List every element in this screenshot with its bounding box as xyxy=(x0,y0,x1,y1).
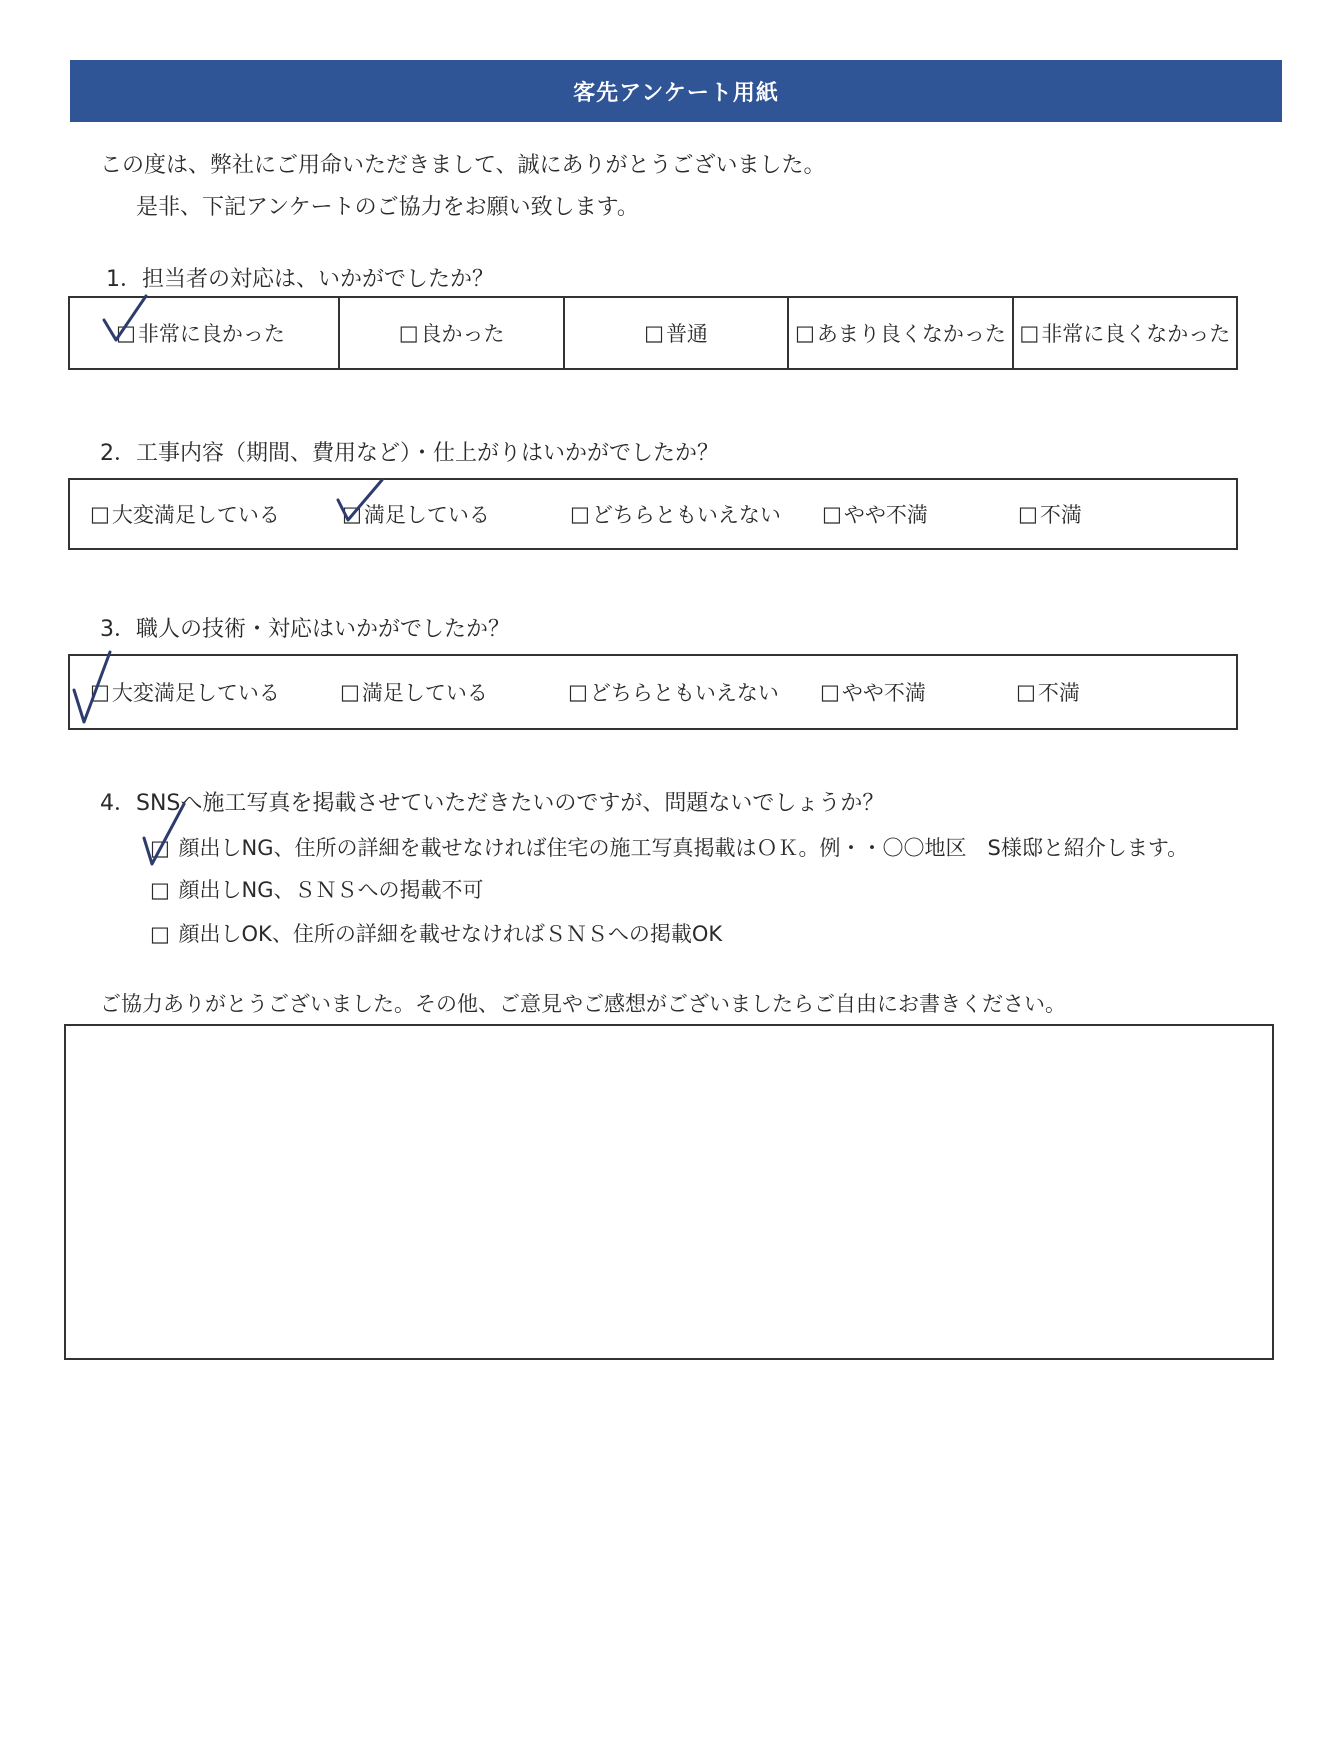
checkbox[interactable]: □ xyxy=(1018,502,1038,526)
q3-option-2[interactable] xyxy=(340,656,488,728)
checkbox[interactable]: □ xyxy=(116,321,136,345)
q3-option-1[interactable] xyxy=(90,656,280,728)
form-title: 客先アンケート用紙 xyxy=(573,80,779,106)
q3-option-label: どちらともいえない xyxy=(589,681,779,705)
q2-option-1[interactable] xyxy=(90,480,280,548)
q2-option-label: どちらともいえない xyxy=(591,503,781,527)
q3-option-label: 満足している xyxy=(361,681,488,705)
q2-option-3[interactable] xyxy=(570,480,781,548)
checkbox[interactable]: □ xyxy=(822,502,842,526)
checkbox[interactable]: □ xyxy=(795,321,815,345)
q2-option-5[interactable] xyxy=(1018,480,1082,548)
checkbox[interactable]: □ xyxy=(398,321,419,345)
q3-option-5[interactable] xyxy=(1016,656,1080,728)
checkbox[interactable]: □ xyxy=(340,680,360,704)
intro-line-1: この度は、弊社にご用命いただきまして、誠にありがとうございました。 xyxy=(100,153,826,178)
q1-option-label: 非常に良くなかった xyxy=(1041,322,1231,346)
checkbox[interactable]: □ xyxy=(644,321,664,345)
q1-option-label: 非常に良かった xyxy=(137,322,285,346)
checkbox[interactable]: □ xyxy=(570,502,590,526)
q4-title: 4．SNSへ施工写真を掲載させていただきたいのですが、問題ないでしょうか？ xyxy=(100,791,885,816)
q3-option-3[interactable] xyxy=(568,656,779,728)
q1-option-label: あまり良くなかった xyxy=(816,322,1006,346)
checkbox[interactable]: □ xyxy=(1019,321,1040,345)
q3-option-label: やや不満 xyxy=(841,681,926,705)
q1-option-5[interactable] xyxy=(1014,298,1236,368)
q1-title: 1．担当者の対応は、いかがでしたか？ xyxy=(106,267,494,292)
q1-option-4[interactable] xyxy=(789,298,1013,368)
q2-options-box xyxy=(68,478,1238,550)
q2-option-label: 大変満足している xyxy=(111,503,280,527)
checkbox[interactable]: □ xyxy=(150,922,170,946)
checkbox[interactable]: □ xyxy=(342,502,362,526)
q4-option-2[interactable] xyxy=(150,874,484,904)
checkbox[interactable]: □ xyxy=(1016,680,1036,704)
q3-options-box xyxy=(68,654,1238,730)
q1-option-2[interactable] xyxy=(340,298,564,368)
q4-option-label: 顔出しNG、住所の詳細を載せなければ住宅の施工写真掲載はＯＫ。例・・〇〇地区 S様邸と紹介します。 xyxy=(178,836,1189,860)
checkbox[interactable]: □ xyxy=(820,680,840,704)
q1-option-label: 良かった xyxy=(420,322,505,346)
checkbox[interactable]: □ xyxy=(90,502,110,526)
q2-option-label: 不満 xyxy=(1039,503,1082,527)
checkbox[interactable]: □ xyxy=(150,836,170,860)
q3-option-label: 不満 xyxy=(1037,681,1080,705)
q1-options-box xyxy=(68,296,1238,370)
checkbox[interactable]: □ xyxy=(150,878,170,902)
q2-option-4[interactable] xyxy=(822,480,928,548)
intro-line-2: 是非、下記アンケートのご協力をお願い致します。 xyxy=(136,195,639,220)
q1-option-label: 普通 xyxy=(665,322,708,346)
q3-title: 3．職人の技術・対応はいかがでしたか？ xyxy=(100,617,510,642)
q4-option-label: 顔出しNG、ＳＮＳへの掲載不可 xyxy=(178,878,484,902)
comment-textarea[interactable] xyxy=(64,1024,1274,1360)
checkbox[interactable]: □ xyxy=(568,680,588,704)
q4-option-label: 顔出しOK、住所の詳細を載せなければＳＮＳへの掲載OK xyxy=(178,922,723,946)
form-title-bar xyxy=(70,60,1282,122)
q2-option-label: やや不満 xyxy=(843,503,928,527)
q4-option-1[interactable] xyxy=(150,832,1188,862)
q3-option-label: 大変満足している xyxy=(111,681,280,705)
closing-text: ご協力ありがとうございました。その他、ご意見やご感想がございましたらご自由にお書きください。 xyxy=(100,992,1066,1016)
q3-option-4[interactable] xyxy=(820,656,926,728)
q4-option-3[interactable] xyxy=(150,918,722,948)
checkbox[interactable]: □ xyxy=(90,680,110,704)
q2-option-2[interactable] xyxy=(342,480,490,548)
q1-option-1[interactable] xyxy=(70,298,340,368)
q2-title: 2．工事内容（期間、費用など）・仕上がりはいかがでしたか？ xyxy=(100,441,719,466)
q2-option-label: 満足している xyxy=(363,503,490,527)
q1-option-3[interactable] xyxy=(565,298,789,368)
